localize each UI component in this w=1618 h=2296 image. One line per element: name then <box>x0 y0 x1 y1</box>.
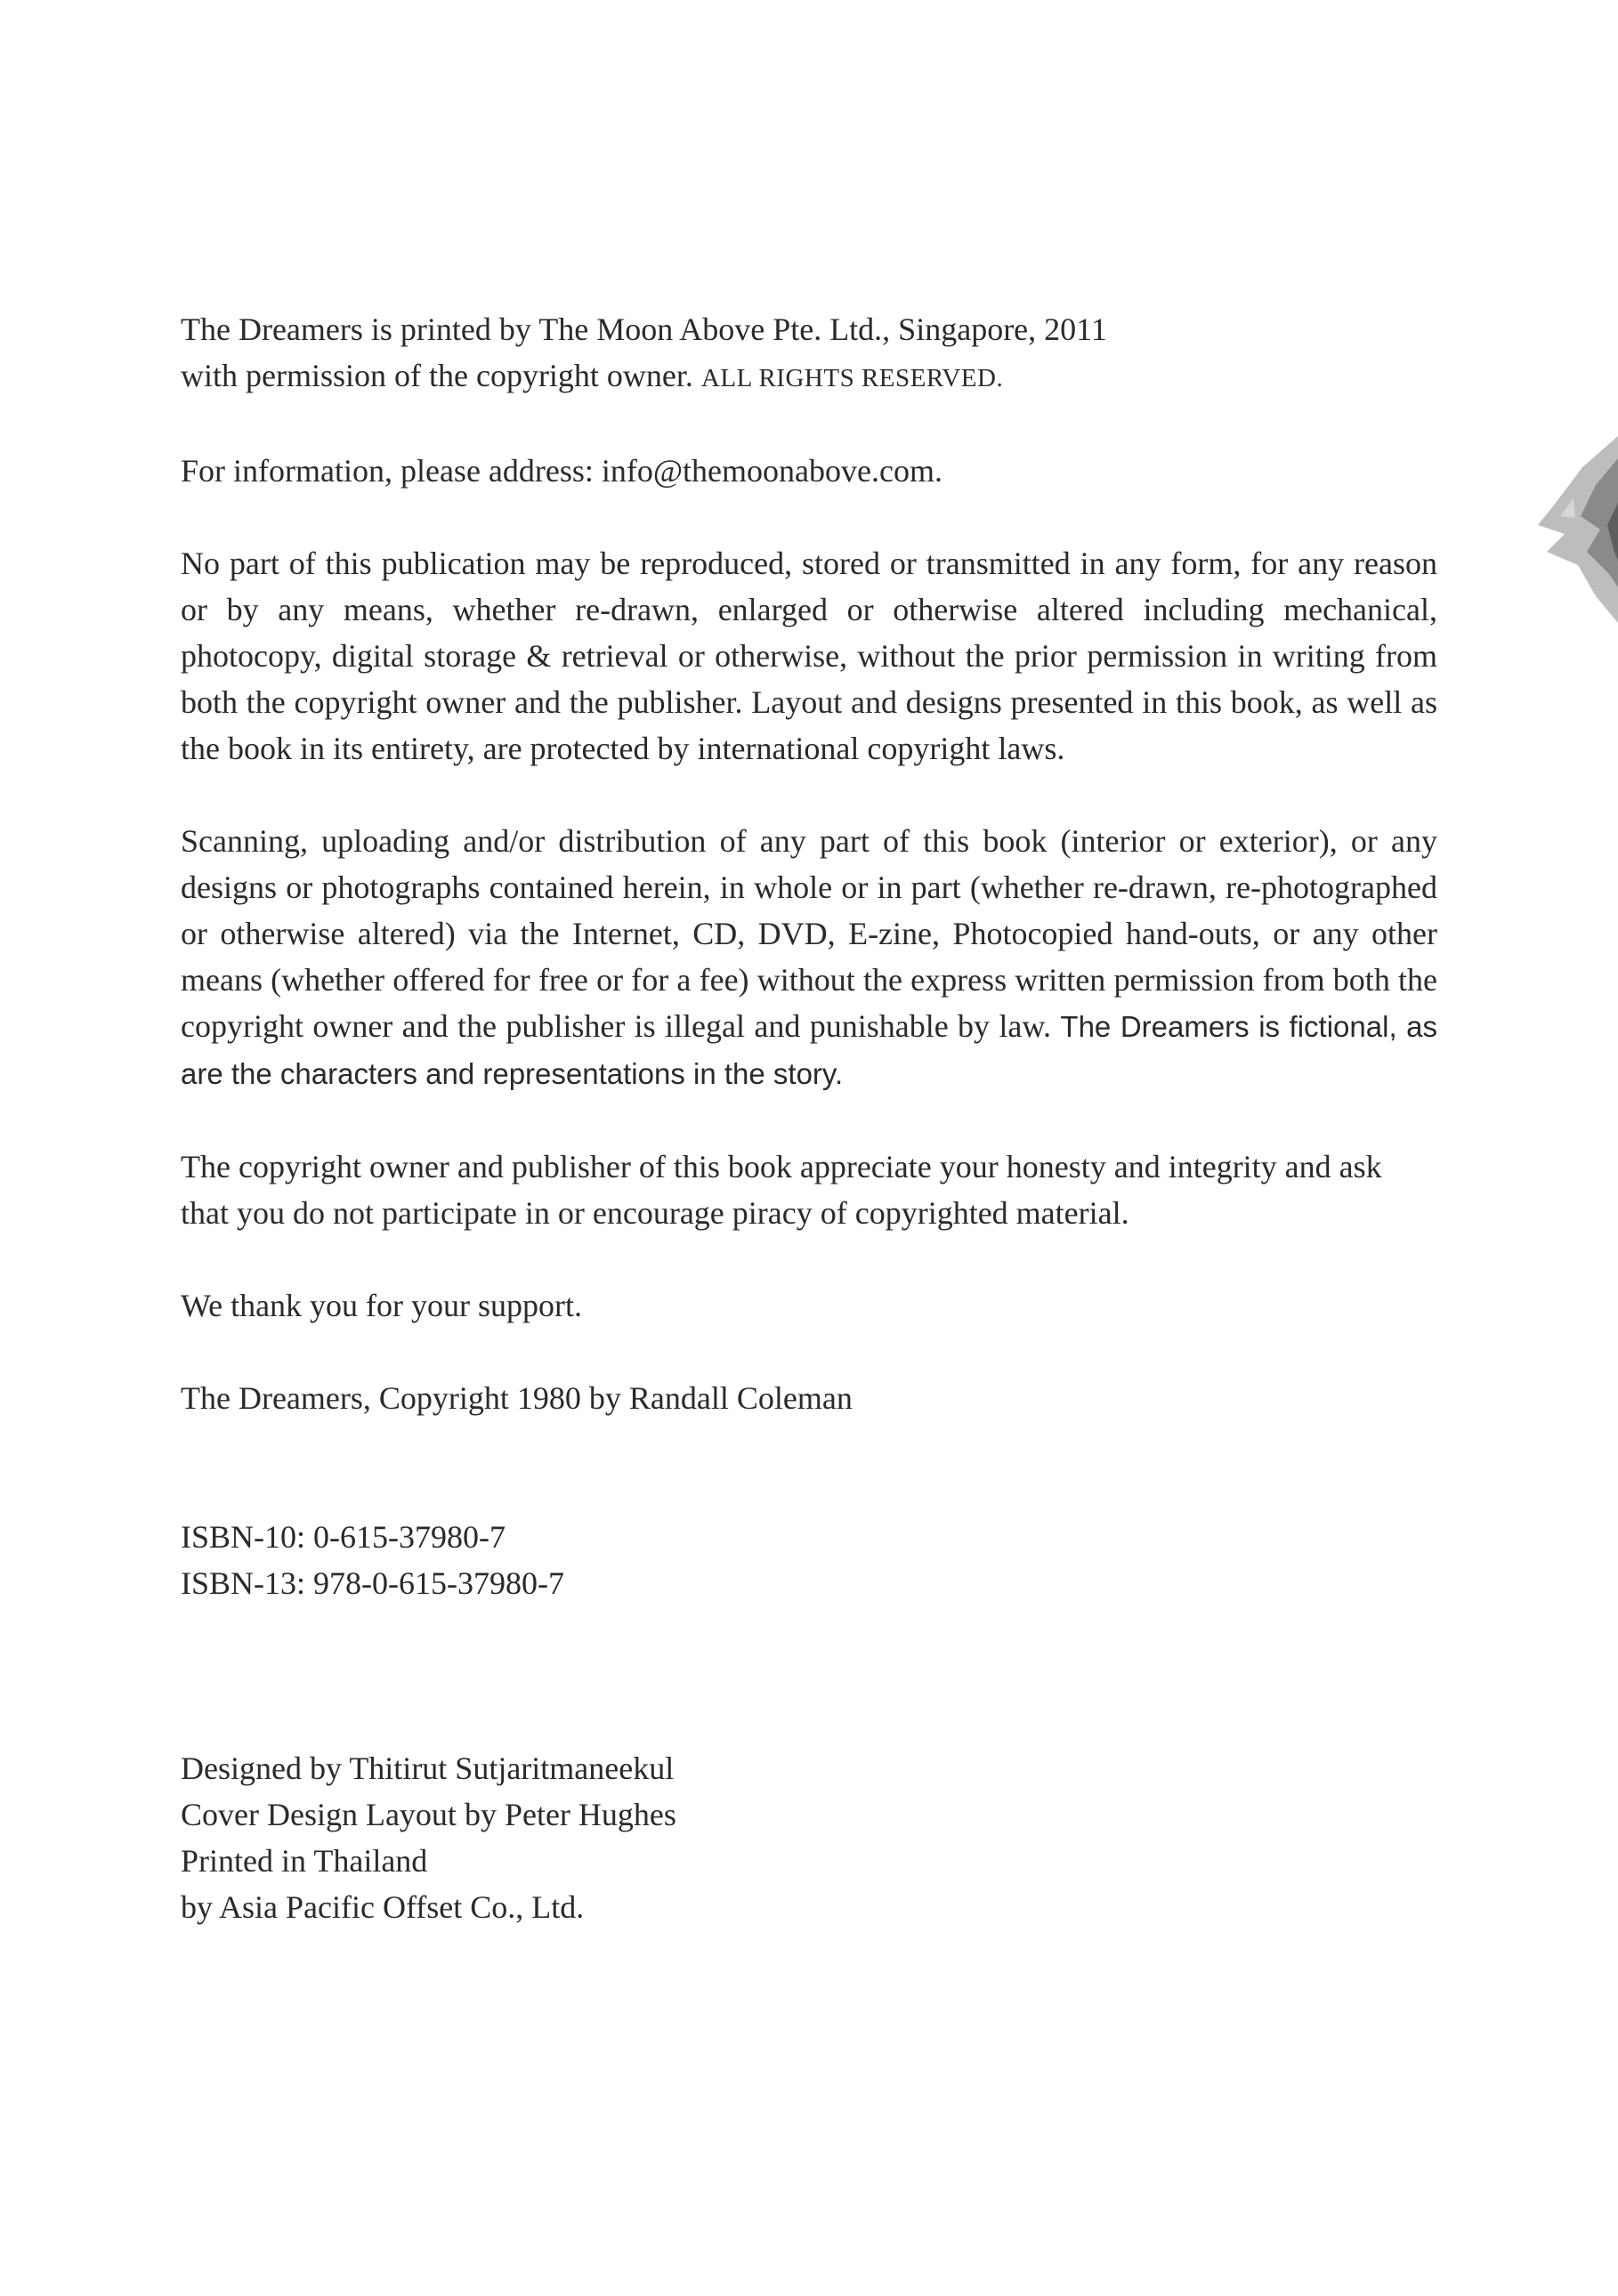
publication-notice-line-1: The Dreamers is printed by The Moon Above Pte. Ltd., Singapore, 2011 <box>181 311 1107 347</box>
copyright-line: The Dreamers, Copyright 1980 by Randall Coleman <box>181 1380 853 1416</box>
edge-illustration-fragment <box>1511 418 1618 641</box>
scanning-notice <box>181 818 1437 1097</box>
rights-reserved-text: ALL RIGHTS RESERVED. <box>700 364 1004 392</box>
credit-printer: by Asia Pacific Offset Co., Ltd. <box>181 1889 585 1925</box>
reproduction-notice: No part of this publication may be reproduced, stored or transmitted in any form, for any reason or by any means, whether re-drawn, enlarged or otherwise altered including mechanical, photocopy, digital storage & retrieval or otherwise, without the prior permission in writing from both the copyright owner and the publisher. Layout and designs presented in this book, as well as the book in its entirety, are protected by international copyright laws. <box>181 546 1437 766</box>
isbn-block <box>181 1514 1437 1606</box>
piracy-notice: The copyright owner and publisher of this book appreciate your honesty and integrity and ask that you do not participate in or encourage piracy of copyrighted material. <box>181 1149 1382 1231</box>
fiction-note: The Dreamers is fictional, as are the characters and representations in the story. <box>181 1010 1438 1090</box>
isbn-10: ISBN-10: 0-615-37980-7 <box>181 1519 506 1555</box>
credit-designer: Designed by Thitirut Sutjaritmaneekul <box>181 1750 675 1786</box>
publication-notice-line-2 <box>181 352 1437 401</box>
contact-info: For information, please address: info@themoonabove.com. <box>181 453 942 489</box>
scanning-notice-body: Scanning, uploading and/or distribution of any part of this book (interior or exterior), or any designs or photographs contained herein, in whole or in part (whether re-drawn, re-photographed or otherwise altered) via the Internet, CD, DVD, E-zine, Photocopied hand-outs, or any other means (whether offered for free or for a fee) without the express written permission from both the copyright owner and the publisher is illegal and punishable by law. <box>181 823 1437 1044</box>
permission-text: with permission of the copyright owner. <box>181 358 701 393</box>
credits-block <box>181 1745 1437 1930</box>
copyright-text-block <box>181 306 1437 1977</box>
publication-notice <box>181 306 1437 401</box>
credit-cover-layout: Cover Design Layout by Peter Hughes <box>181 1797 676 1832</box>
isbn-13: ISBN-13: 978-0-615-37980-7 <box>181 1565 564 1601</box>
credit-printed-in: Printed in Thailand <box>181 1843 428 1879</box>
thanks-line: We thank you for your support. <box>181 1288 583 1323</box>
